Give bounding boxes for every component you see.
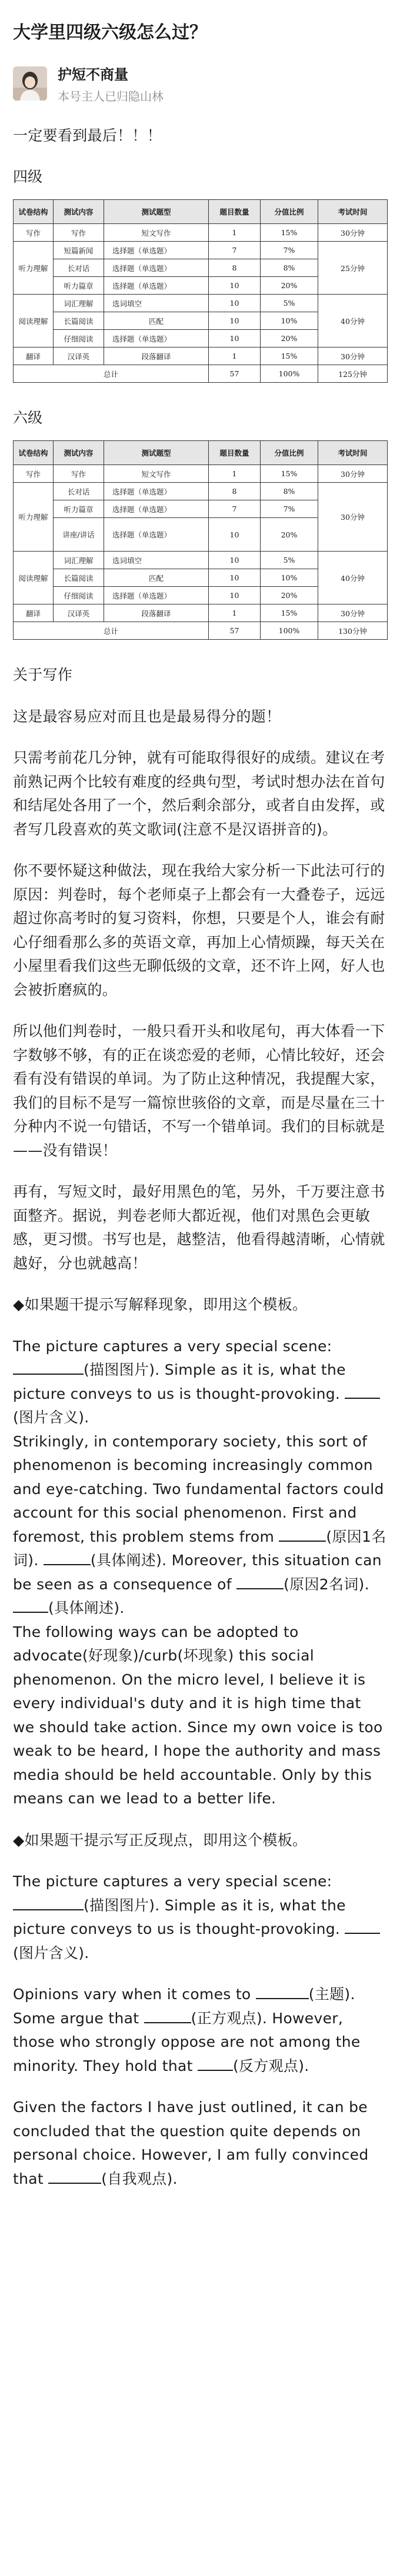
table-header-row bbox=[14, 200, 388, 224]
paragraph: 你不要怀疑这种做法，现在我给大家分析一下此法可行的原因：判卷时，每个老师桌子上都会有一大叠卷子，远远超过你高考时的复习资料，你想，只要是个人，谁会有耐心仔细看那么多的英语文章，再加上心情烦躁，每天关在小屋里看我们这些无聊低级的文章，还不许上网，好人也会被折磨疯的。 bbox=[13, 862, 385, 998]
template-text: Opinions vary when it comes to bbox=[13, 1986, 256, 2003]
header-cell: 测试内容 bbox=[54, 441, 104, 465]
template1-paragraph: The following ways can be adopted to advocate(好现象)/curb(坏现象) this social phenomenon. On the micro level, I believe it is every individual's duty and it is high time that we should take action. Since my own voice is too weak to be heard, I hope the authority and mass media should be held accountable. Only by this means can we lead to a better life. bbox=[13, 1623, 383, 1807]
fill-blank bbox=[198, 2057, 233, 2071]
table-row bbox=[14, 242, 388, 259]
paragraph: 这是最容易应对而且也是最易得分的题！ bbox=[13, 707, 281, 725]
template-text: (描图图片). Simple as it is, what the picture conveys to us is thought-provoking. bbox=[13, 1896, 346, 1937]
table-cell: 100% bbox=[261, 622, 318, 640]
template-text: The picture captures a very special scene: bbox=[13, 1873, 332, 1890]
table-cell: 短篇新闻 bbox=[54, 242, 104, 259]
table-cell: 匹配 bbox=[104, 569, 209, 587]
table-cell: 词汇理解 bbox=[54, 552, 104, 569]
paragraph: 所以他们判卷时，一般只看开头和收尾句，再大体看一下字数够不够，有的正在谈恋爱的老师，心情比较好，还会看有没有错误的单词。为了防止这种情况，我提醒大家，我们的目标不是写一篇惊世骇俗的文章，而是尽量在三十分种内不说一句错话，不写一个错单词。我们的目标就是——没有错误！ bbox=[13, 1023, 385, 1159]
table-cell: 40分钟 bbox=[318, 552, 388, 604]
table-cell: 10 bbox=[209, 518, 261, 552]
template-text: Strikingly, in contemporary society, this sort of phenomenon is becoming increasingly common and eye-catching. Two fundamental factors could account for this social phenomenon. First and foremost, this problem stems from bbox=[13, 1432, 384, 1545]
table-cell: 选择题（单选题） bbox=[104, 259, 209, 277]
table-cell: 20% bbox=[261, 330, 318, 348]
table-cell: 词汇理解 bbox=[54, 295, 104, 312]
table-cell: 写作 bbox=[54, 465, 104, 483]
table-cell: 写作 bbox=[14, 465, 54, 483]
fill-blank bbox=[345, 1385, 380, 1399]
cet6-label: 六级 bbox=[13, 409, 43, 426]
header-cell: 试卷结构 bbox=[14, 441, 54, 465]
table-cell: 长篇阅读 bbox=[54, 569, 104, 587]
table-cell: 10 bbox=[209, 569, 261, 587]
intro-text: 一定要看到最后！！！ bbox=[13, 126, 162, 144]
table-total-row bbox=[14, 365, 388, 383]
template-text: (描图图片). Simple as it is, what the picture conveys to us is thought-provoking. bbox=[13, 1361, 346, 1402]
fill-blank bbox=[236, 1575, 284, 1589]
table-cell: 7% bbox=[261, 500, 318, 518]
table-cell: 写作 bbox=[54, 224, 104, 242]
header-cell: 测试内容 bbox=[54, 200, 104, 224]
table-cell: 1 bbox=[209, 224, 261, 242]
table-cell: 30分钟 bbox=[318, 465, 388, 483]
table-cell: 仔细阅读 bbox=[54, 587, 104, 604]
template1-paragraph bbox=[13, 1335, 387, 1430]
table-cell: 听力篇章 bbox=[54, 500, 104, 518]
table-cell: 7 bbox=[209, 242, 261, 259]
template-text: (具体阐述). Moreover, this situation can be seen as a consequence of bbox=[13, 1552, 382, 1593]
table-cell: 8 bbox=[209, 259, 261, 277]
fill-blank bbox=[13, 1361, 84, 1375]
fill-blank bbox=[44, 1551, 91, 1565]
template-text: Given the factors I have just outlined, it can be concluded that the question quite depends on personal choice. However, I am fully convinced that bbox=[13, 2099, 369, 2187]
fill-blank bbox=[13, 1599, 48, 1613]
table-cell: 仔细阅读 bbox=[54, 330, 104, 348]
table-cell: 总计 bbox=[14, 622, 209, 640]
table-cell: 听力篇章 bbox=[54, 277, 104, 295]
table-cell: 1 bbox=[209, 348, 261, 365]
table-cell: 长对话 bbox=[54, 483, 104, 500]
table-cell: 长篇阅读 bbox=[54, 312, 104, 330]
fill-blank bbox=[279, 1528, 326, 1542]
table-cell: 7 bbox=[209, 500, 261, 518]
header-cell: 题目数量 bbox=[209, 441, 261, 465]
table-cell: 30分钟 bbox=[318, 224, 388, 242]
paragraph: 只需考前花几分钟，就有可能取得很好的成绩。建议在考前熟记两个比较有难度的经典句型，考试时想办法在首句和结尾处各用了一个，然后剩余部分，或者自由发挥，或者写几段喜欢的英文歌词(注意不是汉语拼音的)。 bbox=[13, 749, 385, 838]
table-cell: 5% bbox=[261, 295, 318, 312]
fill-blank bbox=[48, 2170, 101, 2184]
table-cell: 57 bbox=[209, 365, 261, 383]
author-name[interactable]: 护短不商量 bbox=[58, 66, 128, 83]
table-row bbox=[14, 224, 388, 242]
paragraph: 再有，写短文时，最好用黑色的笔，另外，千万要注意书面整齐。据说，判卷老师大都近视，他们对黑色会更敏感，更习惯。书写也是，越整洁，他看得越清晰，心情就越好，分也就越高！ bbox=[13, 1183, 385, 1272]
table-row bbox=[14, 348, 388, 365]
table-cell: 听力理解 bbox=[14, 242, 54, 295]
table-cell: 20% bbox=[261, 518, 318, 552]
table-cell: 10 bbox=[209, 277, 261, 295]
template2-paragraph bbox=[13, 2096, 387, 2191]
table-cell: 1 bbox=[209, 465, 261, 483]
table-cell: 125分钟 bbox=[318, 365, 388, 383]
template-text: (原因1名词). bbox=[13, 1528, 386, 1569]
table-cell: 10 bbox=[209, 312, 261, 330]
table-cell: 翻译 bbox=[14, 604, 54, 622]
fill-blank bbox=[13, 1896, 84, 1910]
header-cell: 考试时间 bbox=[318, 200, 388, 224]
table-cell: 写作 bbox=[14, 224, 54, 242]
table-cell: 15% bbox=[261, 604, 318, 622]
table-cell: 130分钟 bbox=[318, 622, 388, 640]
table-cell: 汉译英 bbox=[54, 348, 104, 365]
template-text: (原因2名词). bbox=[284, 1575, 369, 1593]
template-text: (自我观点). bbox=[101, 2170, 178, 2187]
table-cell: 匹配 bbox=[104, 312, 209, 330]
table-cell: 选词填空 bbox=[104, 552, 209, 569]
table-cell: 选择题（单选题） bbox=[104, 483, 209, 500]
table-cell: 15% bbox=[261, 348, 318, 365]
article-title: 大学里四级六级怎么过？ bbox=[13, 22, 207, 43]
table-cell: 30分钟 bbox=[318, 348, 388, 365]
author-card[interactable] bbox=[13, 63, 387, 104]
table-cell: 5% bbox=[261, 552, 318, 569]
header-cell: 考试时间 bbox=[318, 441, 388, 465]
table-cell: 翻译 bbox=[14, 348, 54, 365]
table-cell: 长对话 bbox=[54, 259, 104, 277]
table-cell: 讲座/讲话 bbox=[54, 518, 104, 552]
template-text: (图片含义). bbox=[13, 1409, 89, 1426]
table-cell: 100% bbox=[261, 365, 318, 383]
template2-heading: ◆如果题干提示写正反现点，即用这个模板。 bbox=[13, 1831, 308, 1849]
template-text: (具体阐述). bbox=[48, 1599, 125, 1616]
table-cell: 10% bbox=[261, 569, 318, 587]
table-row bbox=[14, 604, 388, 622]
header-cell: 题目数量 bbox=[209, 200, 261, 224]
table-cell: 汉译英 bbox=[54, 604, 104, 622]
table-cell: 8% bbox=[261, 259, 318, 277]
cet4-table bbox=[13, 199, 388, 383]
template-text: The picture captures a very special scene: bbox=[13, 1337, 332, 1355]
header-cell: 试卷结构 bbox=[14, 200, 54, 224]
table-cell: 10% bbox=[261, 312, 318, 330]
template2-paragraph bbox=[13, 1983, 387, 2078]
header-cell: 分值比例 bbox=[261, 200, 318, 224]
table-cell: 8 bbox=[209, 483, 261, 500]
table-header-row bbox=[14, 441, 388, 465]
table-cell: 选择题（单选题） bbox=[104, 518, 209, 552]
table-row bbox=[14, 465, 388, 483]
table-cell: 总计 bbox=[14, 365, 209, 383]
table-cell: 选择题（单选题） bbox=[104, 500, 209, 518]
template-text: (主题). Some argue that bbox=[13, 1986, 355, 2027]
table-cell: 短文写作 bbox=[104, 465, 209, 483]
table-cell: 30分钟 bbox=[318, 604, 388, 622]
table-cell: 阅读理解 bbox=[14, 552, 54, 604]
writing-heading: 关于写作 bbox=[13, 666, 73, 683]
table-cell: 57 bbox=[209, 622, 261, 640]
table-cell: 15% bbox=[261, 465, 318, 483]
table-row bbox=[14, 552, 388, 569]
table-cell: 8% bbox=[261, 483, 318, 500]
author-info bbox=[58, 63, 164, 104]
template2-paragraph bbox=[13, 1870, 387, 1965]
table-cell: 20% bbox=[261, 277, 318, 295]
avatar[interactable] bbox=[13, 66, 47, 101]
table-cell: 10 bbox=[209, 295, 261, 312]
fill-blank bbox=[345, 1920, 380, 1934]
table-cell: 段落翻译 bbox=[104, 604, 209, 622]
table-cell: 10 bbox=[209, 552, 261, 569]
table-cell: 阅读理解 bbox=[14, 295, 54, 348]
table-row bbox=[14, 483, 388, 500]
table-cell: 选择题（单选题） bbox=[104, 277, 209, 295]
table-cell: 15% bbox=[261, 224, 318, 242]
template1-heading: ◆如果题干提示写解释现象，即用这个模板。 bbox=[13, 1296, 308, 1313]
author-bio: 本号主人已归隐山林 bbox=[58, 89, 164, 103]
header-cell: 测试题型 bbox=[104, 441, 209, 465]
table-cell: 段落翻译 bbox=[104, 348, 209, 365]
table-total-row bbox=[14, 622, 388, 640]
fill-blank bbox=[256, 1985, 309, 1999]
table-cell: 25分钟 bbox=[318, 242, 388, 295]
header-cell: 分值比例 bbox=[261, 441, 318, 465]
table-cell: 1 bbox=[209, 604, 261, 622]
cet4-label: 四级 bbox=[13, 168, 43, 185]
template-text: (反方观点). bbox=[232, 2057, 309, 2074]
template-text: (图片含义). bbox=[13, 1944, 89, 1962]
table-cell: 40分钟 bbox=[318, 295, 388, 348]
table-cell: 选择题（单选题） bbox=[104, 330, 209, 348]
template-text: (正方观点). However, those who strongly oppose are not among the minority. They hold that bbox=[13, 2009, 361, 2074]
table-cell: 30分钟 bbox=[318, 483, 388, 552]
table-cell: 选词填空 bbox=[104, 295, 209, 312]
table-cell: 7% bbox=[261, 242, 318, 259]
table-cell: 10 bbox=[209, 330, 261, 348]
cet6-table bbox=[13, 440, 388, 640]
table-cell: 选择题（单选题） bbox=[104, 587, 209, 604]
table-cell: 听力理解 bbox=[14, 483, 54, 552]
table-cell: 选择题（单选题） bbox=[104, 242, 209, 259]
header-cell: 测试题型 bbox=[104, 200, 209, 224]
template1-paragraph bbox=[13, 1430, 387, 1621]
fill-blank bbox=[144, 2009, 191, 2023]
table-cell: 20% bbox=[261, 587, 318, 604]
table-cell: 10 bbox=[209, 587, 261, 604]
table-cell: 短文写作 bbox=[104, 224, 209, 242]
table-row bbox=[14, 295, 388, 312]
